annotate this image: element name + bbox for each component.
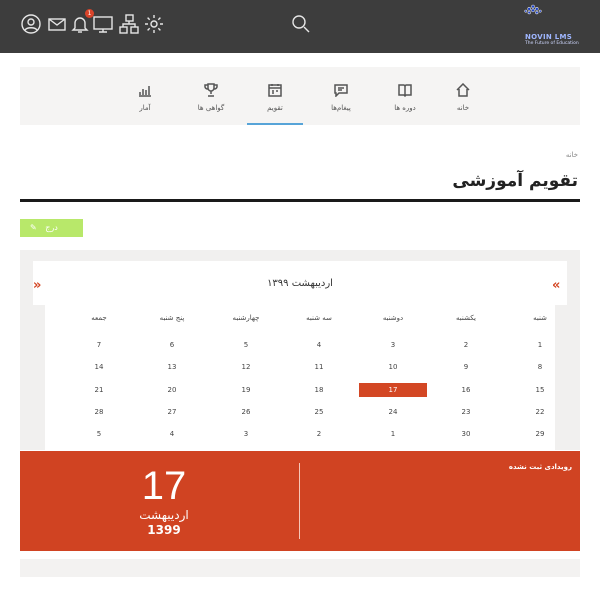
- no-event-message: رویدادی ثبت نشده: [508, 463, 572, 471]
- bell-icon[interactable]: [69, 10, 92, 35]
- tab-courses[interactable]: [380, 67, 430, 125]
- mail-icon[interactable]: [46, 13, 68, 35]
- calendar-day[interactable]: 6: [169, 341, 175, 349]
- tab-home[interactable]: [438, 67, 488, 125]
- main-nav: [20, 67, 580, 125]
- notification-badge: 1: [85, 9, 94, 18]
- weekday-header: دوشنبه: [382, 314, 404, 322]
- trophy-icon: [204, 83, 218, 97]
- selected-day: 17: [141, 464, 187, 508]
- calendar-day[interactable]: 26: [241, 408, 251, 416]
- calendar-day[interactable]: 15: [535, 386, 545, 394]
- weekday-header: سه شنبه: [306, 314, 332, 322]
- tab-label: پیغام‌ها: [331, 104, 351, 112]
- tab-stats[interactable]: [120, 67, 170, 125]
- calendar-day[interactable]: 2: [463, 341, 469, 349]
- message-icon: [334, 83, 348, 97]
- add-event-button[interactable]: [20, 219, 83, 237]
- tab-label: تقویم: [267, 104, 283, 112]
- calendar-day[interactable]: 12: [241, 363, 251, 371]
- calendar-day[interactable]: 14: [94, 363, 104, 371]
- calendar-day[interactable]: 18: [314, 386, 324, 394]
- prev-month-arrow-icon[interactable]: «: [552, 278, 561, 293]
- calendar-day[interactable]: 2: [316, 430, 322, 438]
- month-title: اردیبهشت ۱۳۹۹: [267, 278, 333, 289]
- calendar-day[interactable]: 4: [316, 341, 322, 349]
- breadcrumb[interactable]: خانه: [565, 151, 578, 159]
- calendar-day[interactable]: 28: [94, 408, 104, 416]
- calendar-day[interactable]: 24: [388, 408, 398, 416]
- calendar-day[interactable]: 21: [94, 386, 104, 394]
- book-icon: [398, 83, 412, 97]
- calendar-day[interactable]: 3: [390, 341, 396, 349]
- calendar-day[interactable]: 7: [96, 341, 102, 349]
- title-divider: [20, 199, 580, 202]
- calendar-day[interactable]: 16: [461, 386, 471, 394]
- add-event-label: درج: [45, 223, 58, 232]
- calendar-day[interactable]: 30: [461, 430, 471, 438]
- monitor-icon[interactable]: [92, 13, 114, 35]
- calendar-day[interactable]: 10: [388, 363, 398, 371]
- pencil-icon: ✎: [30, 223, 37, 232]
- calendar-day[interactable]: 20: [167, 386, 177, 394]
- tab-label: دوره ها: [394, 104, 416, 112]
- logo-text: NOVIN LMS: [525, 33, 573, 41]
- tab-messages[interactable]: [316, 67, 366, 125]
- calendar-day[interactable]: 22: [535, 408, 545, 416]
- tab-certificates[interactable]: [186, 67, 236, 125]
- user-icon[interactable]: [20, 13, 42, 35]
- calendar-day[interactable]: 29: [535, 430, 545, 438]
- calendar-day[interactable]: 5: [96, 430, 102, 438]
- top-bar: [0, 0, 600, 53]
- calendar-day[interactable]: 25: [314, 408, 324, 416]
- calendar-day[interactable]: 4: [169, 430, 175, 438]
- calendar-day[interactable]: 19: [241, 386, 251, 394]
- tab-label: گواهی ها: [197, 104, 225, 112]
- event-panel-divider: [299, 463, 300, 539]
- calendar-day[interactable]: 8: [537, 363, 543, 371]
- footer-strip: [20, 559, 580, 577]
- calendar-day[interactable]: 1: [537, 341, 543, 349]
- calendar-day[interactable]: 13: [167, 363, 177, 371]
- weekday-header: پنج شنبه: [159, 314, 185, 322]
- weekday-header: چهارشنبه: [232, 314, 260, 322]
- home-icon: [456, 83, 470, 97]
- weekday-header: شنبه: [533, 314, 547, 322]
- tab-label: خانه: [456, 104, 470, 112]
- calendar-day[interactable]: 3: [243, 430, 249, 438]
- tab-calendar[interactable]: [250, 67, 300, 125]
- event-panel: [20, 451, 580, 551]
- calendar-day[interactable]: 9: [463, 363, 469, 371]
- chart-icon: [138, 83, 152, 97]
- next-month-arrow-icon[interactable]: »: [33, 278, 42, 293]
- tab-label: آمار: [139, 104, 151, 112]
- page-title: تقویم آموزشی: [452, 171, 578, 191]
- gear-icon[interactable]: [143, 13, 165, 35]
- calendar-day[interactable]: 1: [390, 430, 396, 438]
- calendar-day[interactable]: 5: [243, 341, 249, 349]
- calendar-day-today[interactable]: 17: [359, 383, 427, 397]
- selected-year: 1399: [147, 523, 181, 537]
- network-icon[interactable]: [118, 13, 140, 35]
- selected-month: اردیبهشت: [139, 508, 189, 522]
- calendar-day[interactable]: 23: [461, 408, 471, 416]
- calendar-day[interactable]: 27: [167, 408, 177, 416]
- weekday-header: جمعه: [91, 314, 107, 322]
- calendar-day[interactable]: 11: [314, 363, 324, 371]
- calendar-icon: [268, 83, 282, 97]
- weekday-header: یکشنبه: [455, 314, 477, 322]
- logo-tagline: The Future of Education: [525, 41, 579, 46]
- logo-icon: [522, 2, 544, 24]
- search-icon[interactable]: [290, 13, 312, 35]
